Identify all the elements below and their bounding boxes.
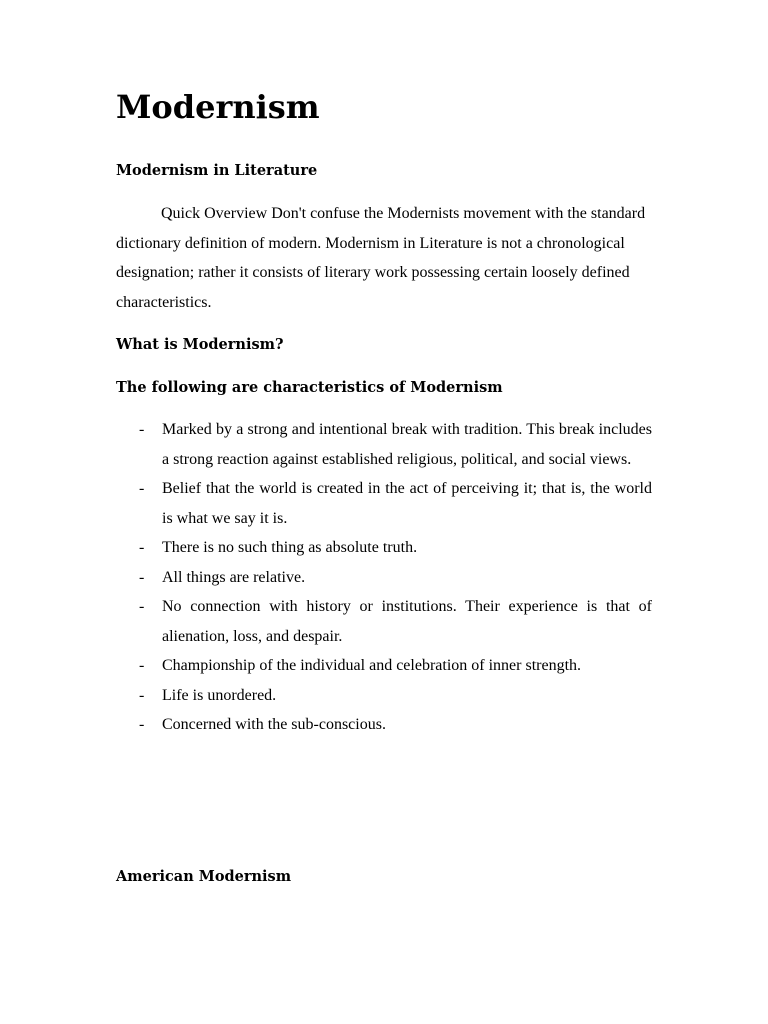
list-item-text: No connection with history or institutions. Their experience is that of alienation, loss, and despair. [162,598,652,645]
characteristics-heading: The following are characteristics of Modernism [116,379,503,396]
bullet-dash: - [139,716,145,733]
list-item [116,592,652,651]
bullet-dash: - [139,421,145,438]
list-item [116,710,652,740]
bullet-dash: - [139,539,145,556]
bullet-dash: - [139,568,145,586]
list-item [116,681,652,711]
list-item [116,651,652,681]
section-heading-american: American Modernism [116,868,292,885]
document-title: Modernism [116,88,320,126]
list-item [116,563,652,593]
question-heading: What is Modernism? [116,336,284,353]
list-item-text: Championship of the individual and celebration of inner strength. [162,657,582,674]
bullet-dash: - [139,480,145,497]
list-item-text: Life is unordered. [162,686,277,704]
list-item-text: Belief that the world is created in the act of perceiving it; that is, the world is what we say it is. [162,480,652,527]
overview-paragraph: Quick Overview Don't confuse the Modernists movement with the standard dictionary definition of modern. Modernism in Literature is not a chronological designation; rather it consists of literary work possessing certain loosely defined characteristics. [116,205,646,311]
list-item-text: Marked by a strong and intentional break with tradition. This break includes a strong reaction against established religious, political, and social views. [162,421,652,468]
section-heading-literature: Modernism in Literature [116,162,318,179]
bullet-dash: - [139,686,145,704]
list-item [116,533,652,563]
list-item [116,474,652,533]
characteristics-list [116,415,652,740]
list-item-text: All things are relative. [162,568,306,586]
list-item [116,415,652,474]
bullet-dash: - [139,598,145,615]
bullet-dash: - [139,657,145,674]
list-item-text: Concerned with the sub-conscious. [162,716,386,733]
list-item-text: There is no such thing as absolute truth. [162,539,418,556]
